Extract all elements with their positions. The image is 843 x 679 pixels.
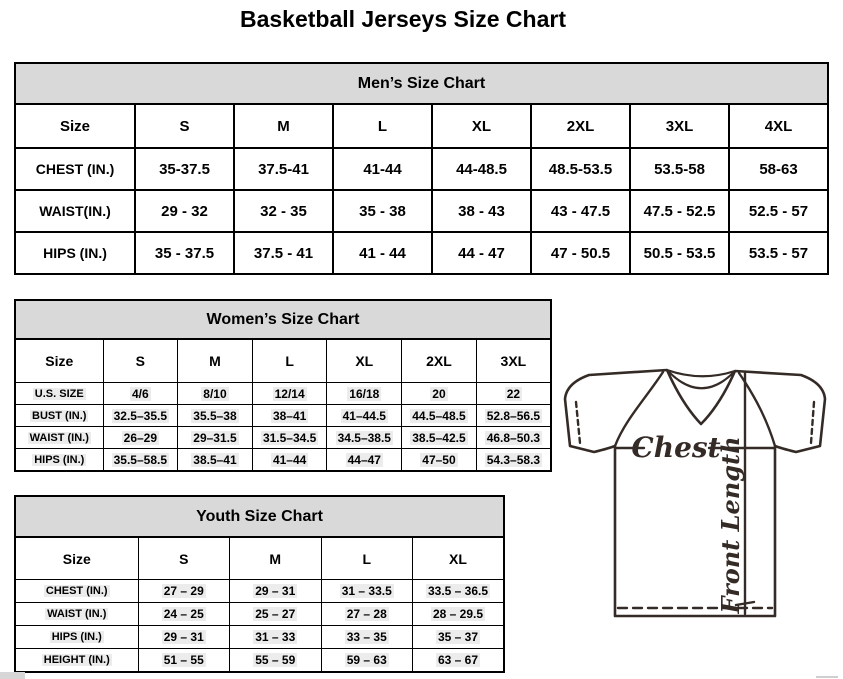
table-row: [15, 427, 551, 449]
value-cell: 25 – 27: [230, 603, 322, 626]
youth-chart-title: Youth Size Chart: [14, 495, 505, 536]
jersey-measurement-diagram: [553, 360, 843, 626]
page-title: Basketball Jerseys Size Chart: [239, 6, 566, 32]
value-cell: 35 - 38: [333, 190, 432, 232]
column-header-row: [15, 104, 828, 148]
value-cell: 31 – 33.5: [321, 580, 413, 603]
row-label: WAIST (IN.): [15, 427, 103, 449]
value-cell: 29 – 31: [138, 626, 230, 649]
value-cell: 16/18: [327, 383, 402, 405]
row-label: U.S. SIZE: [15, 383, 103, 405]
value-cell: 35.5–38: [178, 405, 253, 427]
value-cell: 59 – 63: [321, 649, 413, 673]
cropped-ui-fragment-right: [816, 676, 838, 678]
column-header-row: [15, 339, 551, 383]
value-cell: 47.5 - 52.5: [630, 190, 729, 232]
value-cell: 38 - 43: [432, 190, 531, 232]
mens-chart-title: Men’s Size Chart: [14, 62, 829, 103]
table-row: [15, 626, 504, 649]
column-header: 2XL: [531, 104, 630, 148]
youth-size-chart-section: [14, 495, 505, 673]
column-header: S: [138, 537, 230, 580]
value-cell: 53.5 - 57: [729, 232, 828, 274]
value-cell: 28 – 29.5: [413, 603, 505, 626]
table-row: [15, 383, 551, 405]
table-row: [15, 603, 504, 626]
value-cell: 32.5–35.5: [103, 405, 178, 427]
column-header: Size: [15, 537, 138, 580]
jersey-outline-shape: [565, 370, 825, 616]
column-header: M: [230, 537, 322, 580]
value-cell: 35 - 37.5: [135, 232, 234, 274]
value-cell: 44.5–48.5: [402, 405, 477, 427]
value-cell: 38.5–42.5: [402, 427, 477, 449]
value-cell: 24 – 25: [138, 603, 230, 626]
value-cell: 46.8–50.3: [476, 427, 551, 449]
column-header: XL: [413, 537, 505, 580]
column-header: L: [252, 339, 327, 383]
column-header: M: [234, 104, 333, 148]
row-label: CHEST (IN.): [15, 148, 135, 190]
value-cell: 41-44: [333, 148, 432, 190]
value-cell: 37.5-41: [234, 148, 333, 190]
cropped-ui-fragment-left: [0, 672, 25, 679]
column-header: S: [135, 104, 234, 148]
front-length-label: Front Length: [716, 436, 745, 614]
row-label: HIPS (IN.): [15, 449, 103, 472]
value-cell: 35 – 37: [413, 626, 505, 649]
table-row: [15, 232, 828, 274]
table-row: [15, 580, 504, 603]
value-cell: 31 – 33: [230, 626, 322, 649]
row-label: HIPS (IN.): [15, 626, 138, 649]
column-header-row: [15, 537, 504, 580]
row-label: WAIST (IN.): [15, 603, 138, 626]
womens-size-table: [14, 338, 552, 472]
value-cell: 38–41: [252, 405, 327, 427]
value-cell: 37.5 - 41: [234, 232, 333, 274]
value-cell: 12/14: [252, 383, 327, 405]
value-cell: 52.8–56.5: [476, 405, 551, 427]
value-cell: 20: [402, 383, 477, 405]
value-cell: 33.5 – 36.5: [413, 580, 505, 603]
value-cell: 27 – 29: [138, 580, 230, 603]
value-cell: 26–29: [103, 427, 178, 449]
collar-line: [667, 370, 735, 376]
column-header: M: [178, 339, 253, 383]
value-cell: 35.5–58.5: [103, 449, 178, 472]
value-cell: 54.3–58.3: [476, 449, 551, 472]
value-cell: 29 – 31: [230, 580, 322, 603]
column-header: L: [333, 104, 432, 148]
value-cell: 52.5 - 57: [729, 190, 828, 232]
value-cell: 50.5 - 53.5: [630, 232, 729, 274]
column-header: XL: [432, 104, 531, 148]
womens-chart-title: Women’s Size Chart: [14, 299, 552, 338]
value-cell: 33 – 35: [321, 626, 413, 649]
row-label: CHEST (IN.): [15, 580, 138, 603]
column-header: Size: [15, 104, 135, 148]
value-cell: 34.5–38.5: [327, 427, 402, 449]
value-cell: 41 - 44: [333, 232, 432, 274]
chest-label: Chest: [631, 431, 721, 464]
value-cell: 32 - 35: [234, 190, 333, 232]
column-header: 2XL: [402, 339, 477, 383]
value-cell: 44-48.5: [432, 148, 531, 190]
value-cell: 44 - 47: [432, 232, 531, 274]
value-cell: 38.5–41: [178, 449, 253, 472]
value-cell: 58-63: [729, 148, 828, 190]
value-cell: 29 - 32: [135, 190, 234, 232]
value-cell: 51 – 55: [138, 649, 230, 673]
mens-size-table: [14, 103, 829, 275]
value-cell: 44–47: [327, 449, 402, 472]
mens-size-chart-section: [14, 62, 829, 275]
value-cell: 31.5–34.5: [252, 427, 327, 449]
row-label: HIPS (IN.): [15, 232, 135, 274]
value-cell: 4/6: [103, 383, 178, 405]
table-row: [15, 190, 828, 232]
value-cell: 41–44: [252, 449, 327, 472]
value-cell: 22: [476, 383, 551, 405]
row-label: HEIGHT (IN.): [15, 649, 138, 673]
row-label: WAIST(IN.): [15, 190, 135, 232]
column-header: 4XL: [729, 104, 828, 148]
value-cell: 53.5-58: [630, 148, 729, 190]
row-label: BUST (IN.): [15, 405, 103, 427]
value-cell: 55 – 59: [230, 649, 322, 673]
column-header: S: [103, 339, 178, 383]
value-cell: 35-37.5: [135, 148, 234, 190]
table-row: [15, 148, 828, 190]
table-row: [15, 649, 504, 673]
table-row: [15, 405, 551, 427]
womens-size-chart-section: [14, 299, 552, 472]
youth-size-table: [14, 536, 505, 673]
value-cell: 63 – 67: [413, 649, 505, 673]
table-row: [15, 449, 551, 472]
value-cell: 41–44.5: [327, 405, 402, 427]
value-cell: 29–31.5: [178, 427, 253, 449]
value-cell: 8/10: [178, 383, 253, 405]
value-cell: 43 - 47.5: [531, 190, 630, 232]
value-cell: 47 - 50.5: [531, 232, 630, 274]
column-header: L: [321, 537, 413, 580]
value-cell: 48.5-53.5: [531, 148, 630, 190]
column-header: Size: [15, 339, 103, 383]
value-cell: 27 – 28: [321, 603, 413, 626]
column-header: 3XL: [476, 339, 551, 383]
column-header: XL: [327, 339, 402, 383]
column-header: 3XL: [630, 104, 729, 148]
value-cell: 47–50: [402, 449, 477, 472]
